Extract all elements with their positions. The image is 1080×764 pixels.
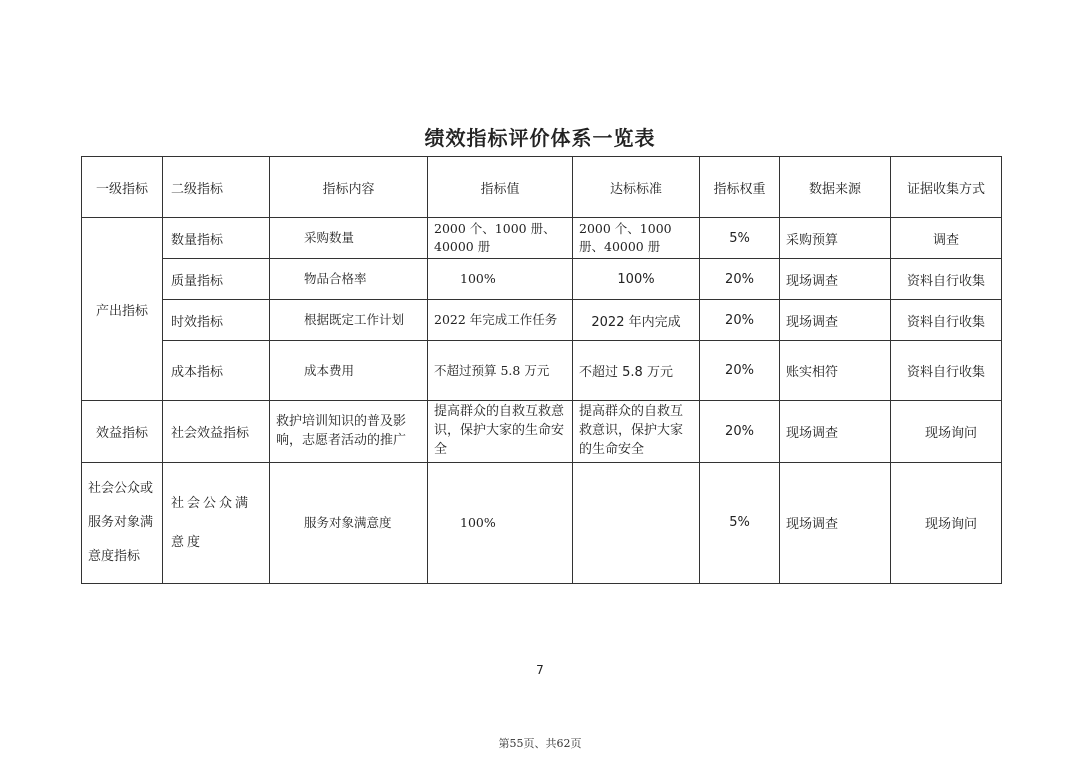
standard-cell: 提高群众的自救互救意识，保护大家的生命安全 xyxy=(573,401,700,463)
level2-cell: 社会公众满意度 xyxy=(163,462,270,583)
header-cell: 达标标准 xyxy=(573,157,700,218)
content-cell: 救护培训知识的普及影响，志愿者活动的推广 xyxy=(270,401,428,463)
value-cell: 100% xyxy=(428,462,573,583)
content-cell: 根据既定工作计划 xyxy=(270,300,428,341)
source-cell: 现场调查 xyxy=(780,300,891,341)
evidence-cell: 资料自行收集 xyxy=(891,300,1002,341)
group-satisfaction-cell xyxy=(82,462,163,583)
level2-cell: 质量指标 xyxy=(163,259,270,300)
performance-indicator-table xyxy=(81,156,1002,584)
content-cell: 服务对象满意度 xyxy=(270,462,428,583)
value-cell: 不超过预算 5.8 万元 xyxy=(428,341,573,401)
table-row xyxy=(82,259,1002,300)
header-cell: 指标权重 xyxy=(700,157,780,218)
value-cell: 100% xyxy=(428,259,573,300)
value-cell: 提高群众的自救互救意识，保护大家的生命安全 xyxy=(428,401,573,463)
source-cell: 账实相符 xyxy=(780,341,891,401)
weight-cell: 20% xyxy=(700,300,780,341)
standard-cell: 100% xyxy=(573,259,700,300)
level2-cell: 时效指标 xyxy=(163,300,270,341)
level2-cell: 社会效益指标 xyxy=(163,401,270,463)
evidence-cell: 资料自行收集 xyxy=(891,259,1002,300)
level2-cell: 成本指标 xyxy=(163,341,270,401)
standard-cell: 2022 年内完成 xyxy=(573,300,700,341)
group-benefit-cell: 效益指标 xyxy=(82,401,163,463)
header-cell: 二级指标 xyxy=(163,157,270,218)
weight-cell: 5% xyxy=(700,218,780,259)
content-cell: 采购数量 xyxy=(270,218,428,259)
page-footer: 第55页、共62页 xyxy=(498,737,582,750)
group-satisfaction-line: 服务对象满 xyxy=(88,514,154,530)
table-header-row xyxy=(82,157,1002,218)
table-title: 绩效指标评价体系一览表 xyxy=(424,126,656,150)
weight-cell: 20% xyxy=(700,401,780,463)
evidence-cell: 现场询问 xyxy=(891,462,1002,583)
group-satisfaction-line: 意度指标 xyxy=(88,548,141,564)
weight-cell: 20% xyxy=(700,341,780,401)
table-row xyxy=(82,341,1002,401)
table-row xyxy=(82,462,1002,583)
source-cell: 现场调查 xyxy=(780,462,891,583)
evidence-cell: 资料自行收集 xyxy=(891,341,1002,401)
table-row xyxy=(82,401,1002,463)
weight-cell: 5% xyxy=(700,462,780,583)
header-cell: 证据收集方式 xyxy=(891,157,1002,218)
table-row xyxy=(82,300,1002,341)
content-cell: 成本费用 xyxy=(270,341,428,401)
standard-cell xyxy=(573,462,700,583)
content-cell: 物品合格率 xyxy=(270,259,428,300)
header-cell: 一级指标 xyxy=(82,157,163,218)
value-cell: 2022 年完成工作任务 xyxy=(428,300,573,341)
header-cell: 数据来源 xyxy=(780,157,891,218)
group-satisfaction-line: 社会公众或 xyxy=(88,481,154,497)
weight-cell: 20% xyxy=(700,259,780,300)
group-output-cell: 产出指标 xyxy=(82,218,163,401)
source-cell: 现场调查 xyxy=(780,259,891,300)
standard-cell: 不超过 5.8 万元 xyxy=(573,341,700,401)
value-cell: 2000 个、1000 册、40000 册 xyxy=(428,218,573,259)
header-cell: 指标内容 xyxy=(270,157,428,218)
table-row xyxy=(82,218,1002,259)
source-cell: 现场调查 xyxy=(780,401,891,463)
evidence-cell: 现场询问 xyxy=(891,401,1002,463)
source-cell: 采购预算 xyxy=(780,218,891,259)
standard-cell: 2000 个、1000 册、40000 册 xyxy=(573,218,700,259)
page-number: 7 xyxy=(536,663,544,677)
evidence-cell: 调查 xyxy=(891,218,1002,259)
level2-cell: 数量指标 xyxy=(163,218,270,259)
header-cell: 指标值 xyxy=(428,157,573,218)
